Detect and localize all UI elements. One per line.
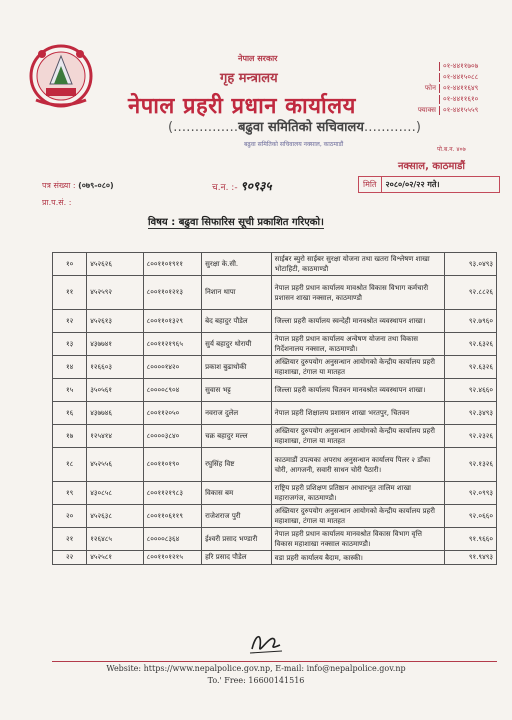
row-office: जिल्ला प्रहरी कार्यालय चितवन मानवश्रोत व्यवस्थापन शाखा। xyxy=(271,379,444,402)
row-serial: १९ xyxy=(53,482,87,505)
row-police-number: ४५२६२६ xyxy=(87,253,143,276)
row-id-number: ८००००३८४० xyxy=(143,425,202,448)
row-serial: १६ xyxy=(53,402,87,425)
pras-number: प्रा.प.सं. : xyxy=(42,198,72,207)
ref-label: पत्र संख्या : xyxy=(42,181,76,190)
row-serial: २० xyxy=(53,505,87,528)
office-place: नक्साल, काठमाडौं xyxy=(398,161,465,172)
row-office: राष्ट्रिय प्रहरी प्रशिक्षण प्रतिष्ठान आधारभूत तालिम शाखा महाराजगंज, काठमाण्डौ। xyxy=(271,482,444,505)
row-office: नेपाल प्रहरी शिक्षालय प्रशासन शाखा भरतपुर, चितवन xyxy=(271,402,444,425)
row-score: ९१.९६६० xyxy=(445,528,497,551)
table-row xyxy=(53,379,497,402)
row-officer-name: निशान थापा xyxy=(202,276,272,310)
row-police-number: ४५२६१३ xyxy=(87,310,143,333)
row-officer-name: चक्र बहादुर मल्ल xyxy=(202,425,272,448)
row-office: अख्तियार दुरुपयोग अनुसन्धान आयोगको केन्द्रीय कार्यालय प्रहरी महाशाखा, टंगाल या मातहत xyxy=(271,425,444,448)
date-label: मिति xyxy=(363,180,377,189)
row-officer-name: नवराज दुलेल xyxy=(202,402,272,425)
row-score: ९३.०४९३ xyxy=(445,253,497,276)
row-office: वडा प्रहरी कार्यालय बैदाम, कास्की। xyxy=(271,551,444,565)
ref-value: (०७९-०८०) xyxy=(78,181,114,190)
row-serial: १७ xyxy=(53,425,87,448)
contact-list xyxy=(396,61,496,116)
row-score: ९२.३४९३ xyxy=(445,402,497,425)
row-serial: १४ xyxy=(53,356,87,379)
row-police-number: ४३७७४६ xyxy=(87,402,143,425)
row-id-number: ८००११०१९११ xyxy=(143,253,202,276)
row-id-number: ८००११०१२१३ xyxy=(143,276,202,310)
promotion-list-table xyxy=(52,252,497,565)
row-police-number: ४३७७४१ xyxy=(87,333,143,356)
row-officer-name: सुरक्षा के.सी. xyxy=(202,253,272,276)
row-id-number: ८००११२०५० xyxy=(143,402,202,425)
row-score: ९२.६३२६ xyxy=(445,356,497,379)
table-row xyxy=(53,425,497,448)
po-box-number: पो.ब.न. ४०७ xyxy=(437,146,466,153)
row-police-number: ४५२५५६ xyxy=(87,448,143,482)
row-office: जिल्ला प्रहरी कार्यालय स्वन्देही मानवश्रोत व्यवस्थापन शाखा। xyxy=(271,310,444,333)
date-value: २०८०/०२/२२ गते। xyxy=(381,177,440,192)
table-row xyxy=(53,551,497,565)
row-office: अख्तियार दुरुपयोग अनुसन्धान आयोगको केन्द्रीय कार्यालय प्रहरी महाशाखा, टंगाल या मातहत xyxy=(271,505,444,528)
row-id-number: ८००११२१९६५ xyxy=(143,333,202,356)
row-police-number: ४३०८५८ xyxy=(87,482,143,505)
row-id-number: ८००११०१९० xyxy=(143,448,202,482)
row-officer-name: ईश्वरी प्रसाद भण्डारी xyxy=(202,528,272,551)
row-serial: १८ xyxy=(53,448,87,482)
row-police-number: ४५२६३८ xyxy=(87,505,143,528)
row-score: ९२.४६६० xyxy=(445,379,497,402)
secretariat-label: बढुवा समितिको सचिवालय xyxy=(238,120,364,135)
table-row xyxy=(53,356,497,379)
secretariat-name: (……………बढुवा समितिको सचिवालय…………) xyxy=(168,120,421,135)
table-row xyxy=(53,402,497,425)
row-id-number: ८००००८९०४ xyxy=(143,379,202,402)
contact-row: ०१-४४११६१० xyxy=(396,94,496,105)
contact-row: ०१-४४१५०८८ xyxy=(396,72,496,83)
row-office: नेपाल प्रहरी प्रधान कार्यालय मानवश्रोत विकास विभाग वृत्ति विकास महाशाखा नक्साल काठमाण्डौ। xyxy=(271,528,444,551)
row-id-number: ८००००१४२० xyxy=(143,356,202,379)
cha-label: च.न. :- xyxy=(212,183,238,193)
row-score: ९१.९४९३ xyxy=(445,551,497,565)
dispatch-number xyxy=(212,177,272,194)
row-serial: १३ xyxy=(53,333,87,356)
row-score: ९२.०६६० xyxy=(445,505,497,528)
row-id-number: ८००११२१९८३ xyxy=(143,482,202,505)
row-office: काठमाडौं उपत्यका अपराध अनुसन्धान कार्यालय पिलर २ डाँका चोरी, आगजनी, सवारी साधन चोरी पैठारी। xyxy=(271,448,444,482)
government-name: नेपाल सरकार xyxy=(238,54,278,63)
row-police-number: ४५२५९२ xyxy=(87,276,143,310)
row-serial: ११ xyxy=(53,276,87,310)
row-id-number: ८००११०१३२९ xyxy=(143,310,202,333)
row-score: ९२.१३२६ xyxy=(445,448,497,482)
row-office: नेपाल प्रहरी प्रधान कार्यालय मावश्रोत विकास विभाग कर्मचारी प्रशासन शाखा नक्साल, काठमाण्डौ xyxy=(271,276,444,310)
row-police-number: १२६६०३ xyxy=(87,356,143,379)
table-row xyxy=(53,310,497,333)
row-serial: १२ xyxy=(53,310,87,333)
row-officer-name: प्रकाश बुढाथोकी xyxy=(202,356,272,379)
row-office: अख्तियार दुरुपयोग अनुसन्धान आयोगको केन्द्रीय कार्यालय प्रहरी महाशाखा, टंगाल या मातहत xyxy=(271,356,444,379)
row-id-number: ८००११०१२१५ xyxy=(143,551,202,565)
row-officer-name: सुर्य बहादुर थोरायी xyxy=(202,333,272,356)
row-score: ९२.२३२६ xyxy=(445,425,497,448)
row-score: ९२.७९६० xyxy=(445,310,497,333)
subject-label: विषय : xyxy=(148,217,176,228)
letter-subject xyxy=(148,214,324,229)
table-row xyxy=(53,528,497,551)
footer-website-line: Website: https://www.nepalpolice.gov.np, E-mail: info@nepalpolice.gov.np xyxy=(106,664,406,673)
contact-row: ०१-४४११७०७ xyxy=(396,61,496,72)
table-row xyxy=(53,505,497,528)
row-score: ९२.८८२६ xyxy=(445,276,497,310)
letter-date xyxy=(358,176,500,193)
office-name: नेपाल प्रहरी प्रधान कार्यालय xyxy=(128,94,356,119)
row-police-number: ३५०५६१ xyxy=(87,379,143,402)
table-row xyxy=(53,276,497,310)
row-officer-name: बेद बहादुर पौडेल xyxy=(202,310,272,333)
row-score: ९२.६३२६ xyxy=(445,333,497,356)
row-officer-name: रघुसिंह विष्ट xyxy=(202,448,272,482)
row-officer-name: सुवास भट्ट xyxy=(202,379,272,402)
table-row xyxy=(53,448,497,482)
table-row xyxy=(53,333,497,356)
row-id-number: ८००००८३६४ xyxy=(143,528,202,551)
row-police-number: १२६४८५ xyxy=(87,528,143,551)
nepal-emblem-icon xyxy=(28,36,94,112)
contact-row: फोन ०१-४४११६४९ xyxy=(396,83,496,94)
row-serial: १० xyxy=(53,253,87,276)
footer-divider xyxy=(52,661,497,662)
row-officer-name: विकास बम xyxy=(202,482,272,505)
table-row xyxy=(53,253,497,276)
subject-text: बढुवा सिफारिस सूची प्रकाशित गरिएको। xyxy=(178,217,324,228)
row-office: नेपाल प्रहरी प्रधान कार्यालय अन्वेषण योजना तथा विकास निर्देशनालय नक्साल, काठमाण्डौ। xyxy=(271,333,444,356)
footer-tollfree-line: To.' Free: 16600141516 xyxy=(207,676,305,685)
cha-value: ९०९३५ xyxy=(240,179,272,193)
row-serial: १५ xyxy=(53,379,87,402)
row-serial: २२ xyxy=(53,551,87,565)
row-id-number: ८००११०६११९ xyxy=(143,505,202,528)
row-police-number: १२५४१४ xyxy=(87,425,143,448)
stamp-text: बढुवा समितिको सचिवालय नक्साल, काठमाडौं xyxy=(244,141,344,148)
signature-mark xyxy=(248,629,284,657)
row-score: ९२.०९९३ xyxy=(445,482,497,505)
row-serial: २१ xyxy=(53,528,87,551)
row-officer-name: राजेशराज पुरी xyxy=(202,505,272,528)
row-office: साईबर ब्युरो साईबर सुरक्षा योजना तथा खतरा विश्लेषण शाखा भोटाहिटी, काठमाण्डौ xyxy=(271,253,444,276)
letter-reference xyxy=(42,180,114,191)
row-officer-name: हरि प्रसाद पौडेल xyxy=(202,551,272,565)
ministry-name: गृह मन्त्रालय xyxy=(220,71,278,86)
table-row xyxy=(53,482,497,505)
row-police-number: ४५२५८१ xyxy=(87,551,143,565)
contact-row: फ्याक्स ०१-४४१५५५९ xyxy=(396,105,496,116)
